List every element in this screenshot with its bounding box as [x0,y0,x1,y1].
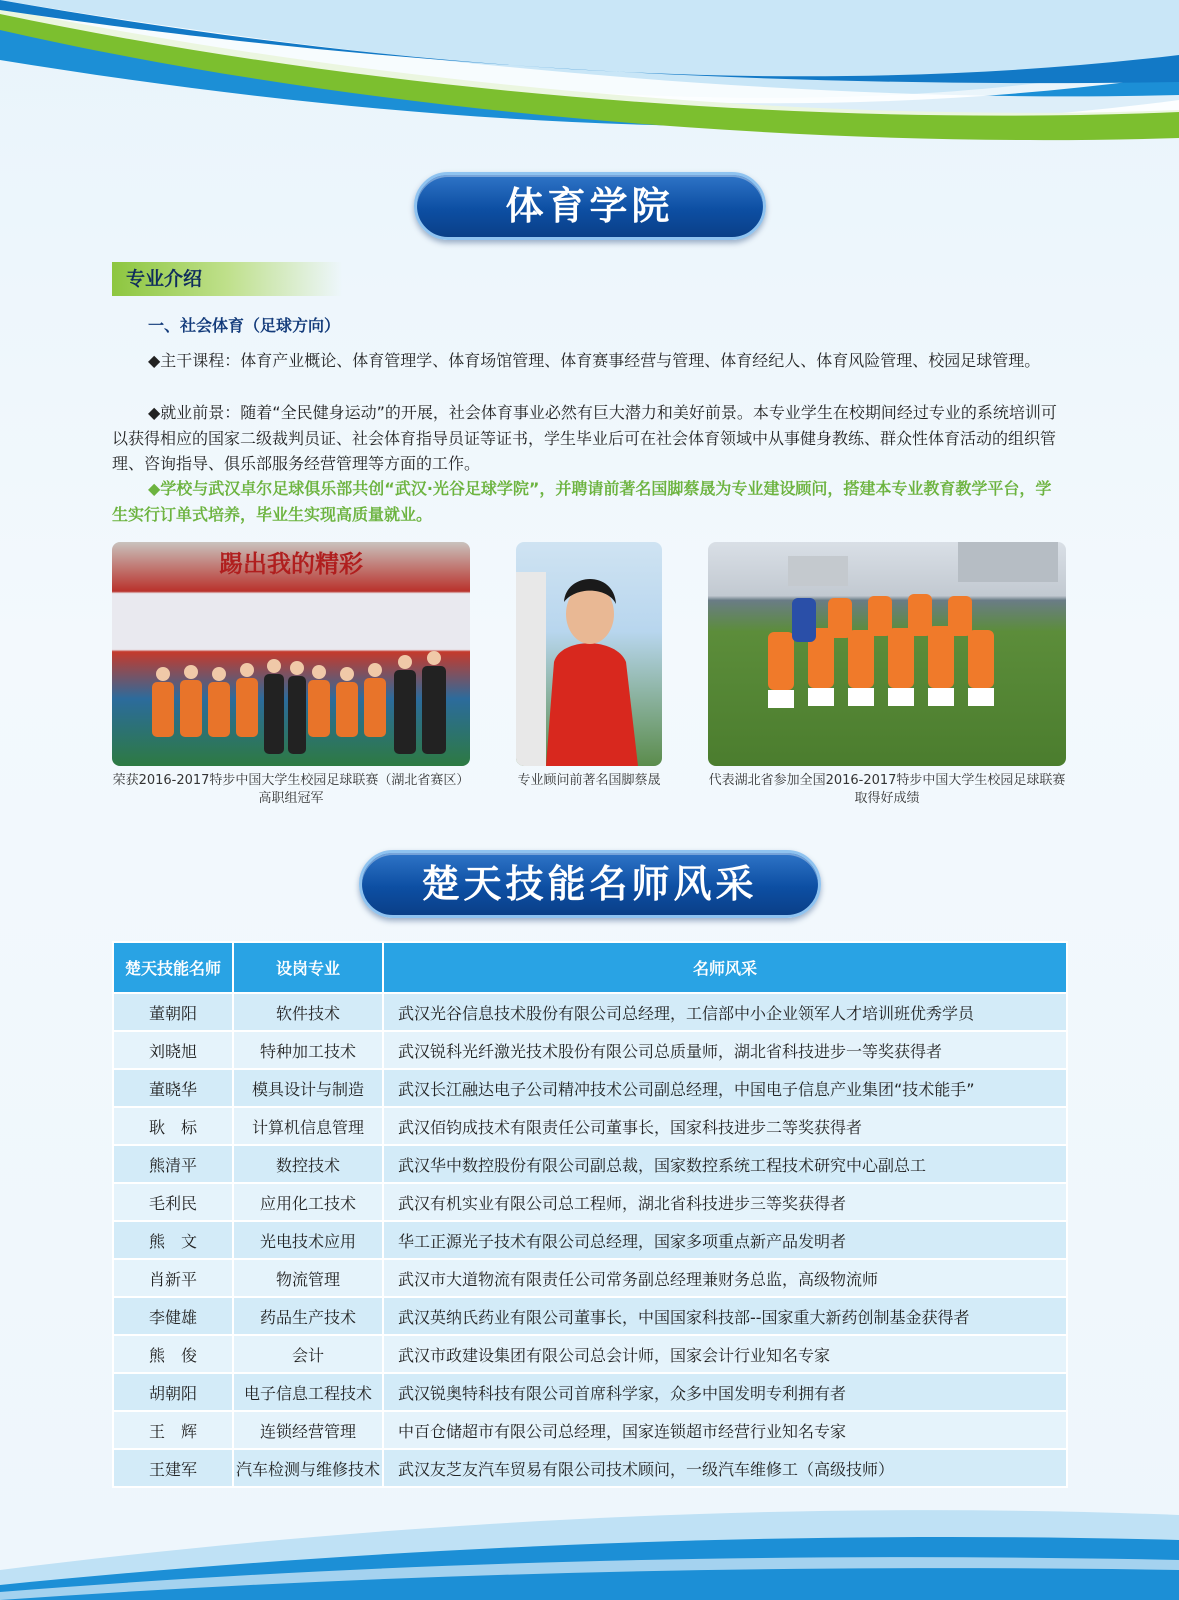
header-major: 设岗专业 [233,942,383,993]
master-major: 物流管理 [233,1259,383,1297]
master-profile: 武汉有机实业有限公司总工程师，湖北省科技进步三等奖获得者 [383,1183,1067,1221]
master-profile: 武汉市政建设集团有限公司总会计师，国家会计行业知名专家 [383,1335,1067,1373]
career-paragraph: ◆就业前景：随着“全民健身运动”的开展，社会体育事业必然有巨大潜力和美好前景。本专业学生在校期间经过专业的系统培训可以获得相应的国家二级裁判员证、社会体育指导员证等证书，学生毕业后可在社会体育领域中从事健身教练、群众性体育活动的组织管理、咨询指导、俱乐部服务经营管理等方面的工作。 [112,403,1057,473]
table-row [113,1069,1067,1107]
master-name: 刘晓旭 [113,1031,233,1069]
master-profile: 华工正源光子技术有限公司总经理，国家多项重点新产品发明者 [383,1221,1067,1259]
master-profile: 武汉友芝友汽车贸易有限公司技术顾问，一级汽车维修工（高级技师） [383,1449,1067,1487]
table-row [113,1183,1067,1221]
top-wave-decoration [0,0,1179,170]
master-profile: 武汉锐奥特科技有限公司首席科学家，众多中国发明专利拥有者 [383,1373,1067,1411]
master-profile: 武汉长江融达电子公司精冲技术公司副总经理，中国电子信息产业集团“技术能手” [383,1069,1067,1107]
table-row [113,1335,1067,1373]
master-name: 熊 俊 [113,1335,233,1373]
table-header-row [113,942,1067,993]
masters-title: 楚天技能名师风采 [359,850,821,918]
master-major: 连锁经营管理 [233,1411,383,1449]
table-row [113,1145,1067,1183]
table-row [113,1221,1067,1259]
master-profile: 武汉英纳氏药业有限公司董事长，中国国家科技部--国家重大新药创制基金获得者 [383,1297,1067,1335]
major-subheading: 一、社会体育（足球方向） [148,316,341,335]
master-major: 汽车检测与维修技术 [233,1449,383,1487]
master-major: 应用化工技术 [233,1183,383,1221]
photo-caption-2: 专业顾问前著名国脚蔡晟 [517,773,661,788]
table-row [113,1373,1067,1411]
table-row [113,1297,1067,1335]
master-name: 毛利民 [113,1183,233,1221]
master-name: 熊清平 [113,1145,233,1183]
courses-paragraph: ◆主干课程：体育产业概论、体育管理学、体育场馆管理、体育赛事经营与管理、体育经纪人、体育风险管理、校园足球管理。 [148,351,1041,370]
master-name: 肖新平 [113,1259,233,1297]
table-row [113,1259,1067,1297]
header-master-name: 楚天技能名师 [113,942,233,993]
master-major: 模具设计与制造 [233,1069,383,1107]
college-title: 体育学院 [414,172,766,240]
master-major: 特种加工技术 [233,1031,383,1069]
photo-caption-3: 代表湖北省参加全国2016-2017特步中国大学生校园足球联赛取得好成绩 [708,773,1066,806]
master-major: 计算机信息管理 [233,1107,383,1145]
bottom-wave-decoration [0,1460,1179,1600]
master-profile: 武汉光谷信息技术股份有限公司总经理，工信部中小企业领军人才培训班优秀学员 [383,993,1067,1031]
master-name: 胡朝阳 [113,1373,233,1411]
master-profile: 武汉市大道物流有限责任公司常务副总经理兼财务总监，高级物流师 [383,1259,1067,1297]
table-row [113,1411,1067,1449]
photo-caption-1: 荣获2016-2017特步中国大学生校园足球联赛（湖北省赛区）高职组冠军 [112,773,470,806]
section-tag: 专业介绍 [112,262,342,296]
master-major: 会计 [233,1335,383,1373]
team-field-photo [708,542,1066,766]
master-name: 王建军 [113,1449,233,1487]
master-profile: 武汉佰钧成技术有限责任公司董事长，国家科技进步二等奖获得者 [383,1107,1067,1145]
banner-text: 踢出我的精彩 [219,549,363,578]
master-major: 电子信息工程技术 [233,1373,383,1411]
master-major: 药品生产技术 [233,1297,383,1335]
table-row [113,1107,1067,1145]
master-profile: 武汉华中数控股份有限公司副总裁，国家数控系统工程技术研究中心副总工 [383,1145,1067,1183]
advisor-photo [516,542,662,766]
masters-table [112,941,1068,1488]
master-major: 数控技术 [233,1145,383,1183]
partnership-paragraph: ◆学校与武汉卓尔足球俱乐部共创“武汉·光谷足球学院”，并聘请前著名国脚蔡晟为专业建设顾问，搭建本专业教育教学平台，学生实行订单式培养，毕业生实现高质量就业。 [112,479,1052,524]
master-major: 软件技术 [233,993,383,1031]
table-row [113,1031,1067,1069]
master-profile: 中百仓储超市有限公司总经理，国家连锁超市经营行业知名专家 [383,1411,1067,1449]
master-name: 耿 标 [113,1107,233,1145]
master-name: 李健雄 [113,1297,233,1335]
master-name: 熊 文 [113,1221,233,1259]
master-name: 王 辉 [113,1411,233,1449]
master-name: 董晓华 [113,1069,233,1107]
master-profile: 武汉锐科光纤激光技术股份有限公司总质量师，湖北省科技进步一等奖获得者 [383,1031,1067,1069]
master-name: 董朝阳 [113,993,233,1031]
table-row [113,993,1067,1031]
master-major: 光电技术应用 [233,1221,383,1259]
team-champion-photo [112,542,470,766]
header-profile: 名师风采 [383,942,1067,993]
